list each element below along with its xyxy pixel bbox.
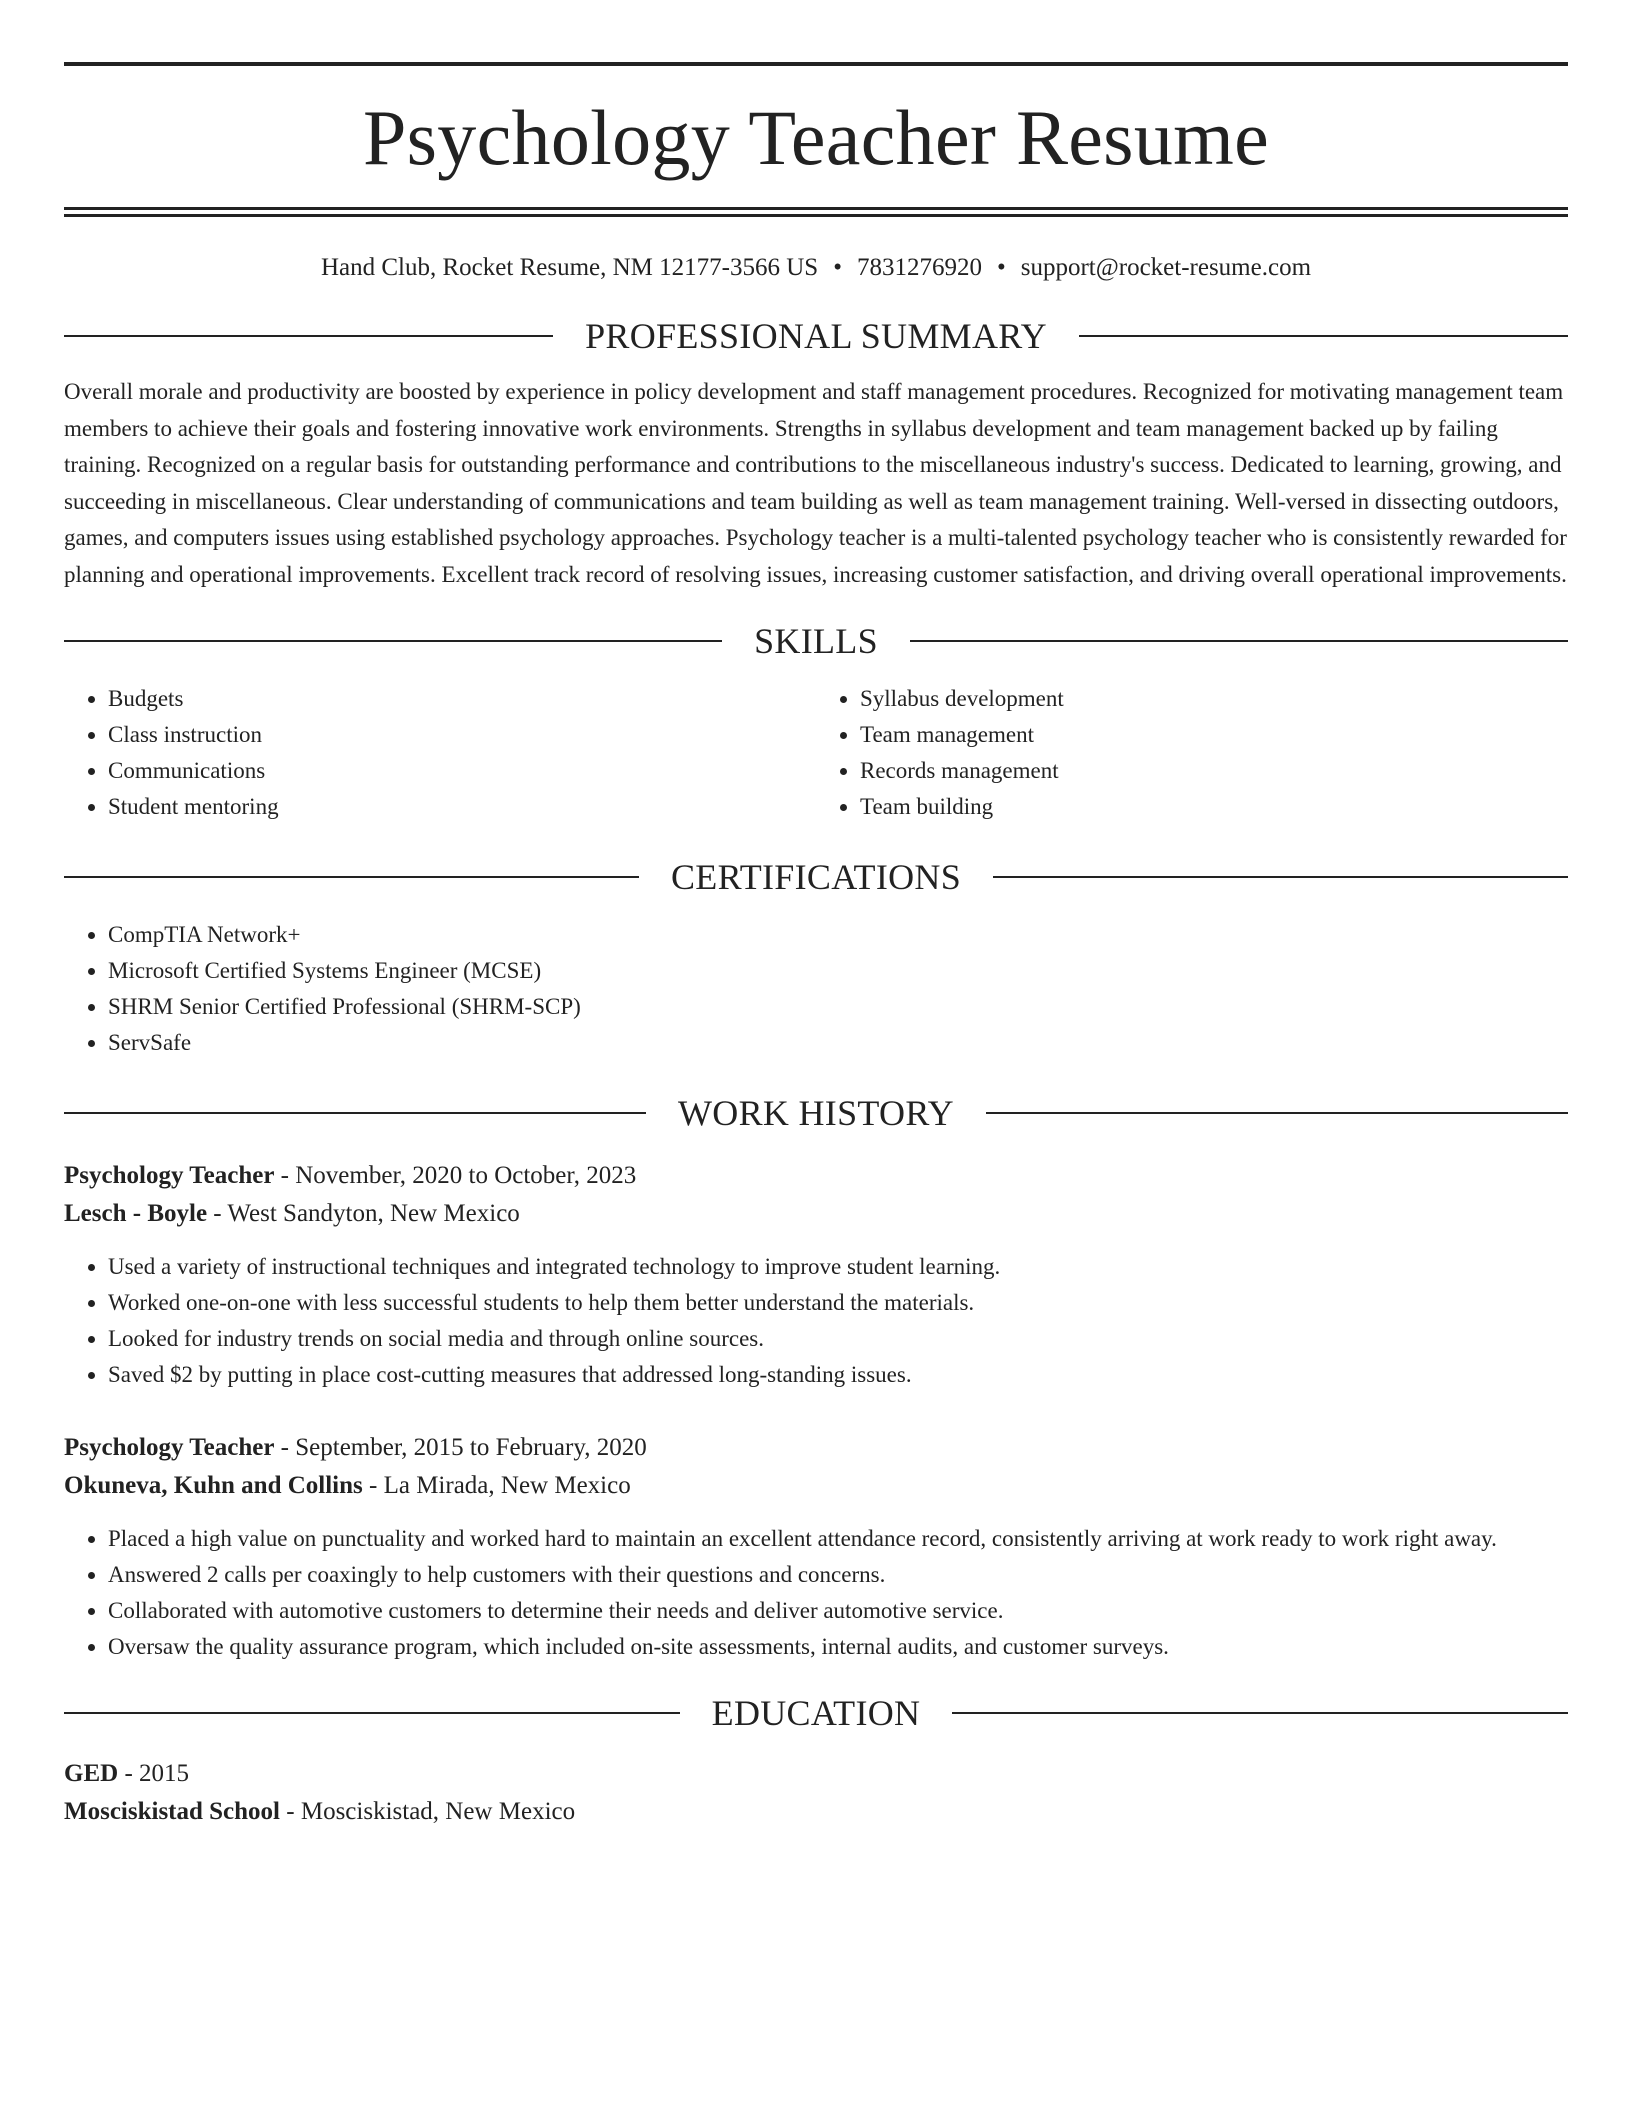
skills-column-right xyxy=(816,681,1568,825)
job-company-line xyxy=(64,1195,1568,1233)
education-school: Mosciskistad School xyxy=(64,1798,281,1825)
certification-item: • CompTIA Network+ xyxy=(108,917,1568,953)
job-company: Okuneva, Kuhn and Collins xyxy=(64,1472,363,1499)
job-bullet: • Looked for industry trends on social media and through online sources. xyxy=(108,1321,1568,1357)
contact-line xyxy=(64,255,1568,280)
job-dates: - November, 2020 to October, 2023 xyxy=(274,1162,637,1189)
job-dates: - September, 2015 to February, 2020 xyxy=(274,1434,647,1461)
job-company: Lesch - Boyle xyxy=(64,1200,208,1227)
certification-item: • Microsoft Certified Systems Engineer (MCSE) xyxy=(108,953,1568,989)
section-title: PROFESSIONAL SUMMARY xyxy=(585,316,1047,356)
education-degree-line xyxy=(64,1755,1568,1793)
divider xyxy=(952,1712,1568,1714)
job-bullet: • Placed a high value on punctuality and worked hard to maintain an excellent attendance record, consistently arriving at work ready to work right away. xyxy=(108,1521,1568,1557)
education-location: - Mosciskistad, New Mexico xyxy=(280,1798,576,1825)
job-location: - La Mirada, New Mexico xyxy=(362,1472,631,1499)
skill-item: • Team building xyxy=(860,789,1568,825)
resume-title: Psychology Teacher Resume xyxy=(362,94,1270,181)
contact-phone: 7831276920 xyxy=(856,254,982,281)
divider xyxy=(64,876,639,878)
education-year: - 2015 xyxy=(118,1760,190,1787)
job-title-line xyxy=(64,1429,1568,1467)
divider xyxy=(993,876,1568,878)
section-title: CERTIFICATIONS xyxy=(670,857,962,897)
job-title-line xyxy=(64,1157,1568,1195)
divider xyxy=(910,640,1568,642)
section-header-certifications xyxy=(64,859,1568,895)
education-entry xyxy=(64,1755,1568,1831)
job-entry xyxy=(64,1429,1568,1665)
summary-text: Overall morale and productivity are boosted by experience in policy development and staff management procedures. Recognized for motivating management team members to achieve their goals and fostering innovative work environments. Strengths in syllabus development and team management backed up by failing training. Recognized on a regular basis for outstanding performance and contributions to the miscellaneous industry's success. Dedicated to learning, growing, and succeeding in miscellaneous. Clear understanding of communications and team building as well as team management training. Well-versed in dissecting outdoors, games, and computers issues using established psychology approaches. Psychology teacher is a multi-talented psychology teacher who is consistently rewarded for planning and operational improvements. Excellent track record of resolving issues, increasing customer satisfaction, and driving overall operational improvements. xyxy=(64,379,1567,587)
divider xyxy=(64,640,722,642)
job-bullet: • Oversaw the quality assurance program, which included on-site assessments, internal audits, and customer surveys. xyxy=(108,1629,1568,1665)
divider xyxy=(64,335,553,337)
job-company-line xyxy=(64,1467,1568,1505)
section-title: EDUCATION xyxy=(711,1693,921,1733)
job-title: Psychology Teacher xyxy=(64,1162,275,1189)
section-header-skills xyxy=(64,623,1568,659)
job-title: Psychology Teacher xyxy=(64,1434,275,1461)
certification-item: • SHRM Senior Certified Professional (SHRM-SCP) xyxy=(108,989,1568,1025)
skill-item: • Records management xyxy=(860,753,1568,789)
job-bullet: • Collaborated with automotive customers to determine their needs and deliver automotive service. xyxy=(108,1593,1568,1629)
title-double-rule xyxy=(64,207,1568,217)
contact-separator: • xyxy=(833,254,842,281)
contact-separator: • xyxy=(996,254,1006,281)
certification-item: • ServSafe xyxy=(108,1025,1568,1061)
job-bullet: • Used a variety of instructional techniques and integrated technology to improve student learning. xyxy=(108,1249,1568,1285)
section-header-work xyxy=(64,1095,1568,1131)
skill-item: • Team management xyxy=(860,717,1568,753)
skill-item: • Class instruction xyxy=(108,717,816,753)
certifications-list xyxy=(64,917,1568,1061)
job-bullet: • Worked one-on-one with less successful students to help them better understand the materials. xyxy=(108,1285,1568,1321)
skill-item: • Communications xyxy=(108,753,816,789)
divider xyxy=(64,1112,646,1114)
section-header-education xyxy=(64,1695,1568,1731)
job-bullet: • Answered 2 calls per coaxingly to help customers with their questions and concerns. xyxy=(108,1557,1568,1593)
education-degree: GED xyxy=(64,1760,119,1787)
job-entry xyxy=(64,1157,1568,1393)
job-location: - West Sandyton, New Mexico xyxy=(207,1200,520,1227)
skill-item: • Syllabus development xyxy=(860,681,1568,717)
section-title: SKILLS xyxy=(754,621,878,661)
skills-column-left xyxy=(64,681,816,825)
skills-list xyxy=(64,681,1568,825)
divider xyxy=(64,1712,680,1714)
section-header-summary xyxy=(64,318,1568,354)
contact-address: Hand Club, Rocket Resume, NM 12177-3566 US xyxy=(320,254,819,281)
job-bullet: • Saved $2 by putting in place cost-cutting measures that addressed long-standing issues. xyxy=(108,1357,1568,1393)
top-rule xyxy=(64,62,1568,66)
divider xyxy=(1079,335,1568,337)
skill-item: • Budgets xyxy=(108,681,816,717)
skill-item: • Student mentoring xyxy=(108,789,816,825)
education-school-line xyxy=(64,1793,1568,1831)
section-title: WORK HISTORY xyxy=(678,1093,954,1133)
divider xyxy=(986,1112,1568,1114)
contact-email: support@rocket-resume.com xyxy=(1020,254,1312,281)
